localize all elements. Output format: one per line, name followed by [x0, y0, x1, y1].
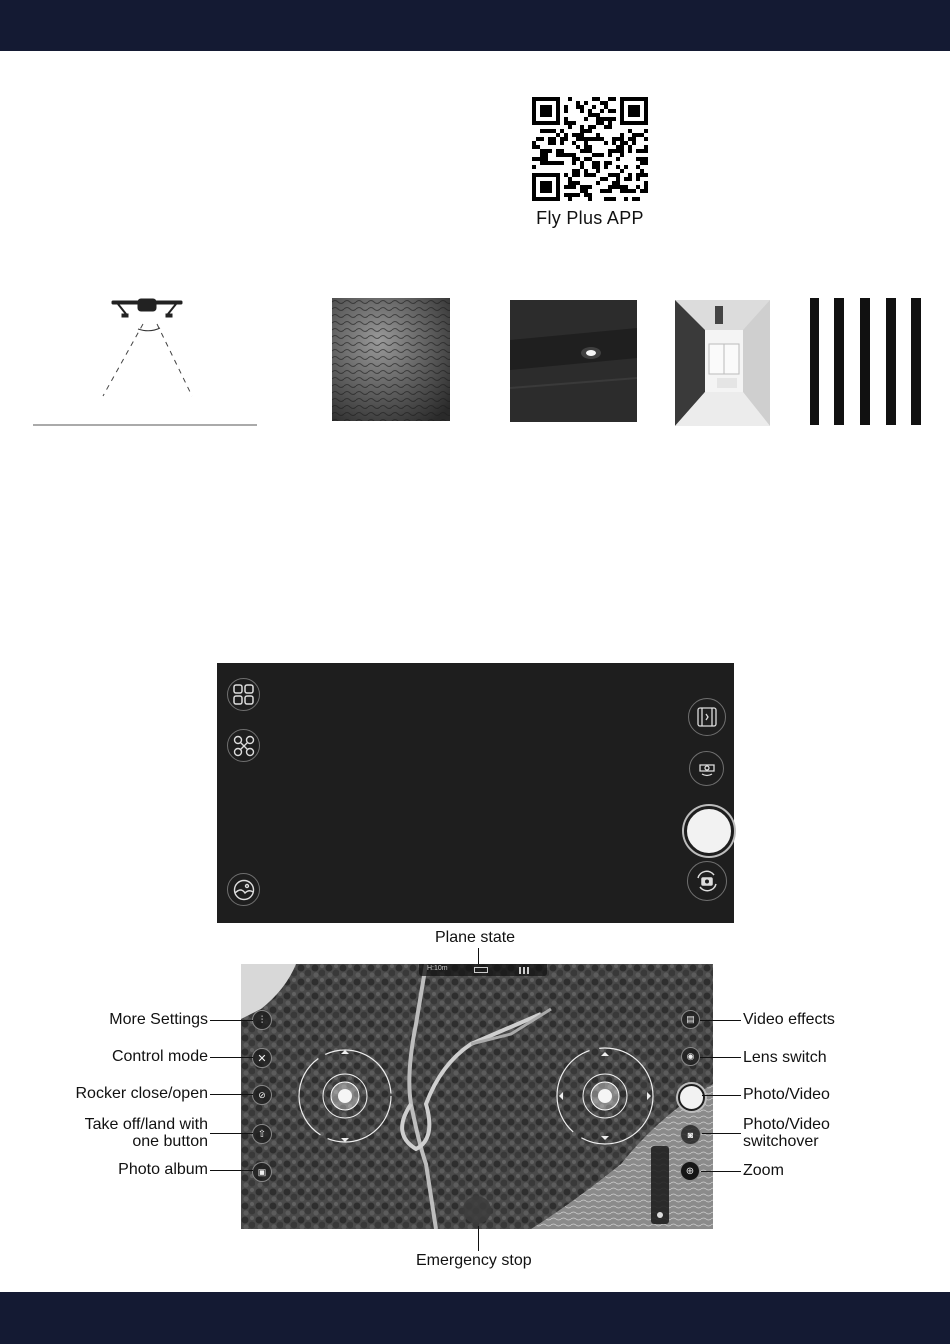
callout-photo-video: Photo/Video [743, 1086, 830, 1103]
control-mode-button[interactable] [227, 729, 260, 762]
callout-takeoff-line2: one button [132, 1133, 208, 1150]
lens-icon: ◉ [686, 1051, 695, 1061]
film-icon: ▤ [686, 1014, 695, 1024]
lens-switch-button[interactable] [681, 1047, 700, 1066]
drone-icon [233, 735, 255, 757]
leader-line [210, 1020, 253, 1021]
callout-video-effects: Video effects [743, 1011, 835, 1028]
callout-more-settings: More Settings [109, 1011, 208, 1028]
sliders-icon: ⫶ [260, 1014, 264, 1026]
zoom-button[interactable] [680, 1161, 700, 1181]
height-readout: H:10m [427, 965, 448, 972]
app-flight-screen [241, 964, 713, 1229]
takeoff-land-button[interactable] [252, 1124, 272, 1144]
leader-line [700, 1020, 741, 1021]
camera-rotate-icon [694, 868, 720, 894]
leader-line [210, 1094, 253, 1095]
left-joystick[interactable] [295, 1046, 395, 1146]
photo-video-button[interactable] [678, 1084, 705, 1111]
app-main-screen [217, 663, 734, 923]
magnifier-icon: ⊕ [685, 1165, 695, 1177]
drone-icon [112, 299, 182, 317]
rocker-toggle-button[interactable] [252, 1085, 272, 1105]
control-mode-button[interactable] [252, 1048, 272, 1068]
takeoff-icon: ⇧ [257, 1128, 267, 1140]
leader-line [702, 1133, 741, 1134]
eye-off-icon: ⊘ [258, 1089, 266, 1100]
drone-sensor-diagram [30, 292, 260, 432]
film-icon [696, 706, 718, 728]
leader-line [702, 1095, 741, 1096]
callout-rocker: Rocker close/open [75, 1085, 208, 1102]
more-settings-button[interactable] [252, 1010, 272, 1030]
dark-environment-photo [510, 300, 637, 422]
qr-app-label: Fly Plus APP [536, 208, 644, 228]
image-icon: ▣ [257, 1166, 267, 1177]
emergency-stop-button[interactable] [463, 1196, 491, 1224]
callout-photo-album: Photo album [118, 1161, 208, 1178]
qr-code [532, 97, 648, 201]
gallery-icon [233, 879, 255, 901]
callout-takeoff-line1: Take off/land with [84, 1116, 208, 1133]
album-button[interactable] [227, 873, 260, 906]
callout-zoom: Zoom [743, 1162, 784, 1179]
callout-switchover-line2: switchover [743, 1133, 819, 1150]
leader-line [700, 1057, 741, 1058]
right-joystick[interactable] [555, 1046, 655, 1156]
grid-menu-button[interactable] [227, 678, 260, 711]
zoom-slider[interactable] [651, 1146, 669, 1224]
grid-icon [233, 684, 255, 706]
camera-swap-icon [697, 759, 717, 779]
signal-icon [519, 967, 535, 974]
callout-switchover-line1: Photo/Video [743, 1116, 830, 1133]
callout-control-mode: Control mode [111, 1048, 208, 1065]
photo-album-button[interactable] [252, 1162, 272, 1182]
bottom-band [0, 1292, 950, 1344]
camera-icon: ◙ [687, 1129, 694, 1140]
callout-lens-switch: Lens switch [743, 1049, 827, 1066]
shutter-button[interactable] [684, 806, 734, 856]
leader-line [210, 1057, 253, 1058]
photo-video-switchover-button[interactable] [680, 1124, 701, 1145]
video-effects-button[interactable] [688, 698, 726, 736]
plane-state-bar [419, 964, 547, 976]
leader-line [701, 1171, 741, 1172]
drone-icon: ✕ [257, 1052, 267, 1065]
video-effects-button[interactable] [681, 1010, 700, 1029]
lens-switch-button[interactable] [689, 751, 724, 786]
top-band [0, 0, 950, 51]
stripe-pattern-image [810, 298, 928, 425]
bright-room-photo [675, 300, 770, 426]
leader-line [210, 1133, 253, 1134]
leader-line [210, 1170, 253, 1171]
zoom-slider-thumb[interactable] [657, 1212, 663, 1218]
photo-video-switch-button[interactable] [687, 861, 727, 901]
callout-plane-state: Plane state [435, 929, 516, 946]
leader-line [478, 1226, 479, 1251]
callout-emergency-stop: Emergency stop [416, 1252, 532, 1269]
battery-icon [474, 967, 488, 973]
water-surface-photo [332, 298, 450, 421]
